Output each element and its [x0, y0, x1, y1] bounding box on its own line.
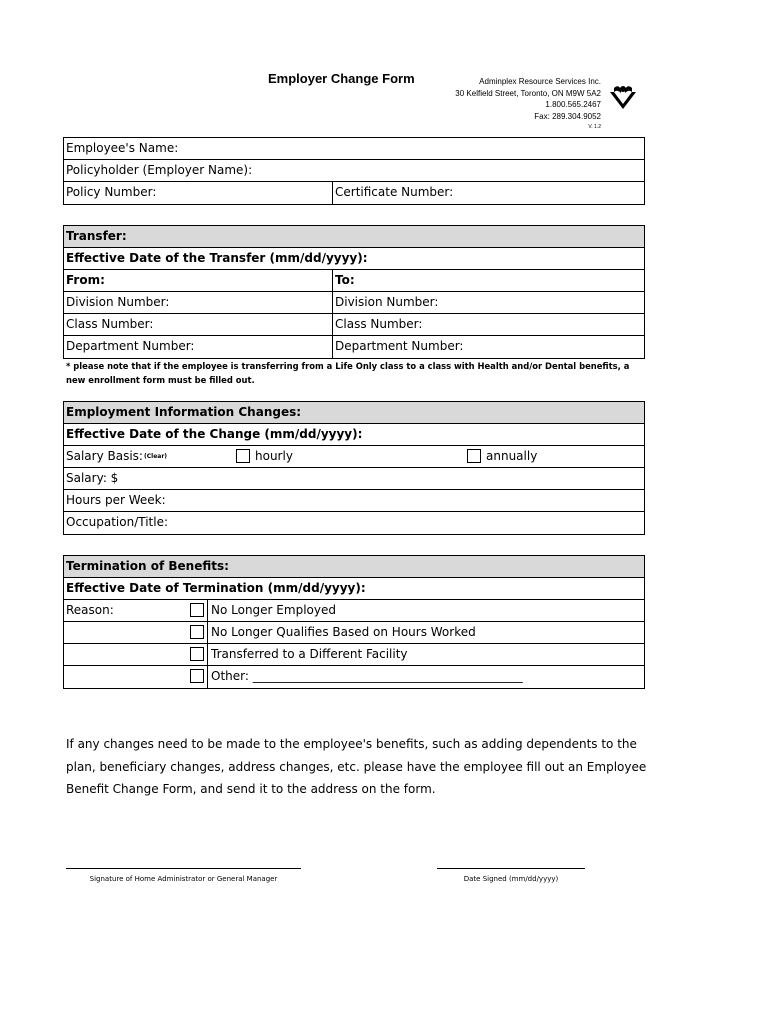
- salary-basis-label: Salary Basis:: [66, 449, 143, 463]
- reason-row-2: [64, 622, 644, 644]
- to-department-label: Department Number:: [335, 339, 464, 353]
- transfer-header: Transfer:: [64, 226, 644, 248]
- termination-effective-date-field[interactable]: [64, 578, 644, 600]
- transfer-effective-date-field[interactable]: [64, 248, 644, 270]
- employee-name-field[interactable]: [64, 138, 644, 160]
- termination-box: [63, 555, 645, 689]
- other-reason-field[interactable]: Other: _____________________________________________: [207, 666, 644, 688]
- date-signed-line[interactable]: [437, 868, 585, 875]
- certificate-number-label: Certificate Number:: [335, 185, 454, 199]
- employee-info-box: [63, 137, 645, 205]
- division-row: [64, 292, 644, 314]
- hours-qualify-label: No Longer Qualifies Based on Hours Worked: [207, 622, 644, 643]
- from-class-label: Class Number:: [66, 317, 154, 331]
- company-phone: 1.800.565.2467: [545, 100, 601, 109]
- from-to-row: [64, 270, 644, 292]
- no-longer-employed-label: No Longer Employed: [207, 600, 644, 621]
- from-label: From:: [64, 270, 333, 291]
- to-class-label: Class Number:: [335, 317, 423, 331]
- to-division-field[interactable]: [333, 292, 644, 313]
- transfer-note: * please note that if the employee is transferring from a Life Only class to a class with Health and/or Dental benefits, a new enrollment form must be filled out.: [66, 361, 630, 385]
- to-label: To:: [335, 273, 355, 287]
- company-address-block: [455, 76, 601, 132]
- signature-block: [66, 868, 301, 883]
- to-department-field[interactable]: [333, 336, 644, 358]
- hours-qualify-checkbox[interactable]: [190, 625, 204, 639]
- from-class-field[interactable]: [64, 314, 333, 335]
- hours-per-week-label: Hours per Week:: [66, 493, 166, 507]
- clear-button[interactable]: (Clear): [144, 453, 168, 460]
- hours-per-week-field[interactable]: [64, 490, 644, 512]
- policy-certificate-row: [64, 182, 644, 204]
- employment-effective-date-label: Effective Date of the Change (mm/dd/yyyy):: [66, 427, 363, 441]
- salary-basis-row: [64, 446, 644, 468]
- company-address: 30 Kelfield Street, Toronto, ON M9W 5A2: [455, 88, 601, 98]
- from-department-field[interactable]: [64, 336, 333, 358]
- department-row: [64, 336, 644, 358]
- signature-line[interactable]: [66, 868, 301, 875]
- termination-effective-date-label: Effective Date of Termination (mm/dd/yyyy):: [66, 581, 366, 595]
- employee-name-label: Employee's Name:: [66, 141, 179, 155]
- form-title: Employer Change Form: [268, 71, 415, 86]
- from-division-label: Division Number:: [66, 295, 170, 309]
- salary-label: Salary: $: [66, 471, 119, 485]
- annually-checkbox[interactable]: [467, 449, 481, 463]
- date-signed-block: [437, 868, 585, 883]
- from-division-field[interactable]: [64, 292, 333, 313]
- reason-row-1: [64, 600, 644, 622]
- transferred-facility-label: Transferred to a Different Facility: [207, 644, 644, 665]
- termination-header: Termination of Benefits:: [64, 556, 644, 578]
- annually-label: annually: [486, 449, 538, 463]
- from-department-label: Department Number:: [66, 339, 195, 353]
- class-row: [64, 314, 644, 336]
- transfer-box: [63, 225, 645, 359]
- company-fax: Fax: 289.304.9052: [534, 111, 601, 121]
- reason-label: Reason:: [66, 603, 114, 617]
- transfer-effective-date-label: Effective Date of the Transfer (mm/dd/yyyy):: [66, 251, 368, 265]
- employment-header: Employment Information Changes:: [64, 402, 644, 424]
- form-version: V. 1.2: [588, 124, 601, 130]
- to-class-field[interactable]: [333, 314, 644, 335]
- transferred-facility-checkbox[interactable]: [190, 647, 204, 661]
- policyholder-label: Policyholder (Employer Name):: [66, 163, 253, 177]
- signature-label: Signature of Home Administrator or General Manager: [89, 875, 278, 883]
- salary-field[interactable]: [64, 468, 644, 490]
- adminplex-logo-icon: [608, 80, 638, 110]
- employment-effective-date-field[interactable]: [64, 424, 644, 446]
- other-reason-checkbox[interactable]: [190, 669, 204, 683]
- reason-row-3: [64, 644, 644, 666]
- employment-info-box: [63, 401, 645, 535]
- occupation-field[interactable]: [64, 512, 644, 534]
- to-division-label: Division Number:: [335, 295, 439, 309]
- policy-number-field[interactable]: [64, 182, 333, 204]
- occupation-label: Occupation/Title:: [66, 515, 169, 529]
- date-signed-label: Date Signed (mm/dd/yyyy): [463, 875, 559, 883]
- hourly-checkbox[interactable]: [236, 449, 250, 463]
- policy-number-label: Policy Number:: [66, 185, 157, 199]
- company-name: Adminplex Resource Services Inc.: [479, 77, 601, 86]
- no-longer-employed-checkbox[interactable]: [190, 603, 204, 617]
- policyholder-field[interactable]: [64, 160, 644, 182]
- reason-row-4: [64, 666, 644, 688]
- instructions-paragraph: If any changes need to be made to the employee's benefits, such as adding dependents to the plan, beneficiary changes, address changes, etc. please have the employee fill out an Employee Benefit Change Form, and send it to the address on the form.: [66, 737, 647, 796]
- certificate-number-field[interactable]: [333, 182, 644, 204]
- hourly-label: hourly: [255, 449, 293, 463]
